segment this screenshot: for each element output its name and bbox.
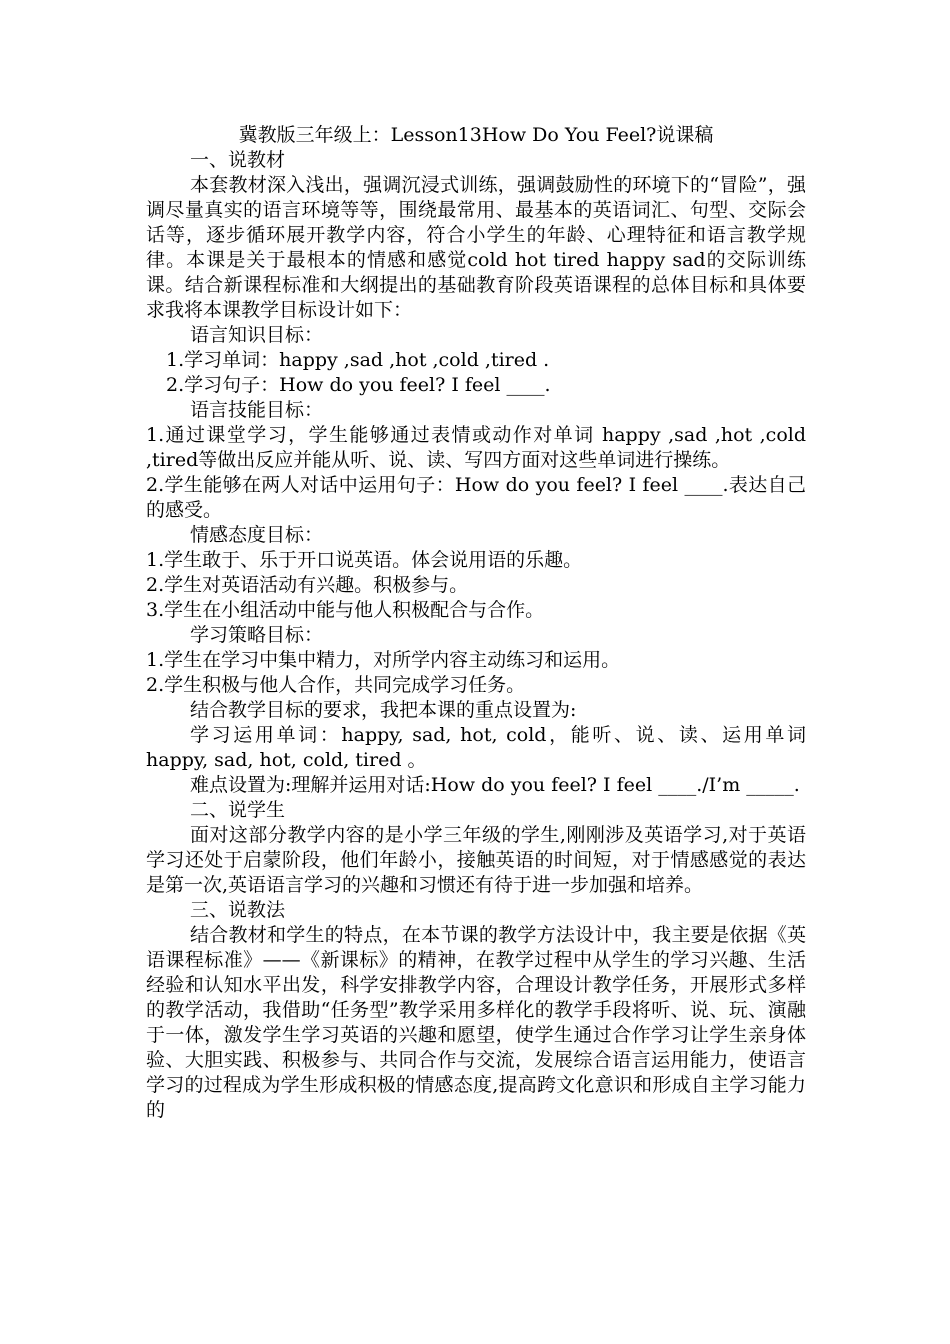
skill-goal-item: 1.通过课堂学习，学生能够通过表情或动作对单词 happy ,sad ,hot ,cold ,tired等做出反应并能从听、说、读、写四方面对这些单词进行操练。 bbox=[146, 424, 806, 471]
emotion-goals-title: 情感态度目标： bbox=[190, 524, 324, 546]
skill-goal-item: 2.学生能够在两人对话中运用句子：How do you feel? I feel ____.表达自己的感受。 bbox=[146, 474, 806, 521]
difficulty-paragraph: 难点设置为:理解并运用对话:How do you feel? I feel ____./I’m _____. bbox=[190, 774, 800, 796]
knowledge-goal-item: 1.学习单词：happy ,sad ,hot ,cold ,tired . bbox=[166, 349, 550, 371]
emotion-goal-item: 2.学生对英语活动有兴趣。积极参与。 bbox=[146, 574, 469, 596]
section-heading-methods: 三、说教法 bbox=[190, 899, 286, 921]
section-heading-textbook: 一、说教材 bbox=[190, 149, 286, 171]
emotion-goal-item: 1.学生敢于、乐于开口说英语。体会说用语的乐趣。 bbox=[146, 549, 583, 571]
emotion-goal-item: 3.学生在小组活动中能与他人积极配合与合作。 bbox=[146, 599, 545, 621]
students-paragraph: 面对这部分教学内容的是小学三年级的学生,刚刚涉及英语学习,对于英语学习还处于启蒙阶段，他们年龄小，接触英语的时间短，对于情感感觉的表达是第一次,英语语言学习的兴趣和习惯还有待于进一步加强和培养。 bbox=[146, 824, 806, 896]
strategy-goals-title: 学习策略目标： bbox=[190, 624, 324, 646]
document-body bbox=[146, 123, 806, 1123]
section-heading-students: 二、说学生 bbox=[190, 799, 286, 821]
strategy-goal-item: 1.学生在学习中集中精力，对所学内容主动练习和运用。 bbox=[146, 649, 621, 671]
textbook-intro-paragraph: 本套教材深入浅出，强调沉浸式训练，强调鼓励性的环境下的“冒险”，强调尽量真实的语言环境等等，围绕最常用、最基本的英语词汇、句型、交际会话等，逐步循环展开教学内容，符合小学生的年龄、心理特征和语言教学规律。本课是关于最根本的情感和感觉cold hot tired happy sad的交际训练课。结合新课程标准和大纲提出的基础教育阶段英语课程的总体目标和具体要求我将本课教学目标设计如下： bbox=[146, 174, 806, 321]
methods-paragraph: 结合教材和学生的特点，在本节课的教学方法设计中，我主要是依据《英语课程标准》——《新课标》的精神，在教学过程中从学生的学习兴趣、生活经验和认知水平出发，科学安排教学内容，合理设计教学任务，开展形式多样的教学活动，我借助“任务型”教学采用多样化的教学手段将听、说、玩、演融于一体，激发学生学习英语的兴趣和愿望，使学生通过合作学习让学生亲身体验、大胆实践、积极参与、共同合作与交流，发展综合语言运用能力，使语言学习的过程成为学生形成积极的情感态度,提高跨文化意识和形成自主学习能力的 bbox=[146, 924, 806, 1121]
document-title: 冀教版三年级上：Lesson13How Do You Feel?说课稿 bbox=[238, 124, 714, 146]
key-point-paragraph: 学习运用单词：happy, sad, hot, cold，能听、说、读、运用单词happy, sad, hot, cold, tired 。 bbox=[146, 724, 806, 771]
key-point-intro: 结合教学目标的要求，我把本课的重点设置为: bbox=[190, 699, 577, 721]
knowledge-goal-item: 2.学习句子：How do you feel? I feel ____. bbox=[166, 374, 551, 396]
skill-goals-title: 语言技能目标： bbox=[190, 399, 324, 421]
knowledge-goals-title: 语言知识目标： bbox=[190, 324, 324, 346]
strategy-goal-item: 2.学生积极与他人合作，共同完成学习任务。 bbox=[146, 674, 526, 696]
